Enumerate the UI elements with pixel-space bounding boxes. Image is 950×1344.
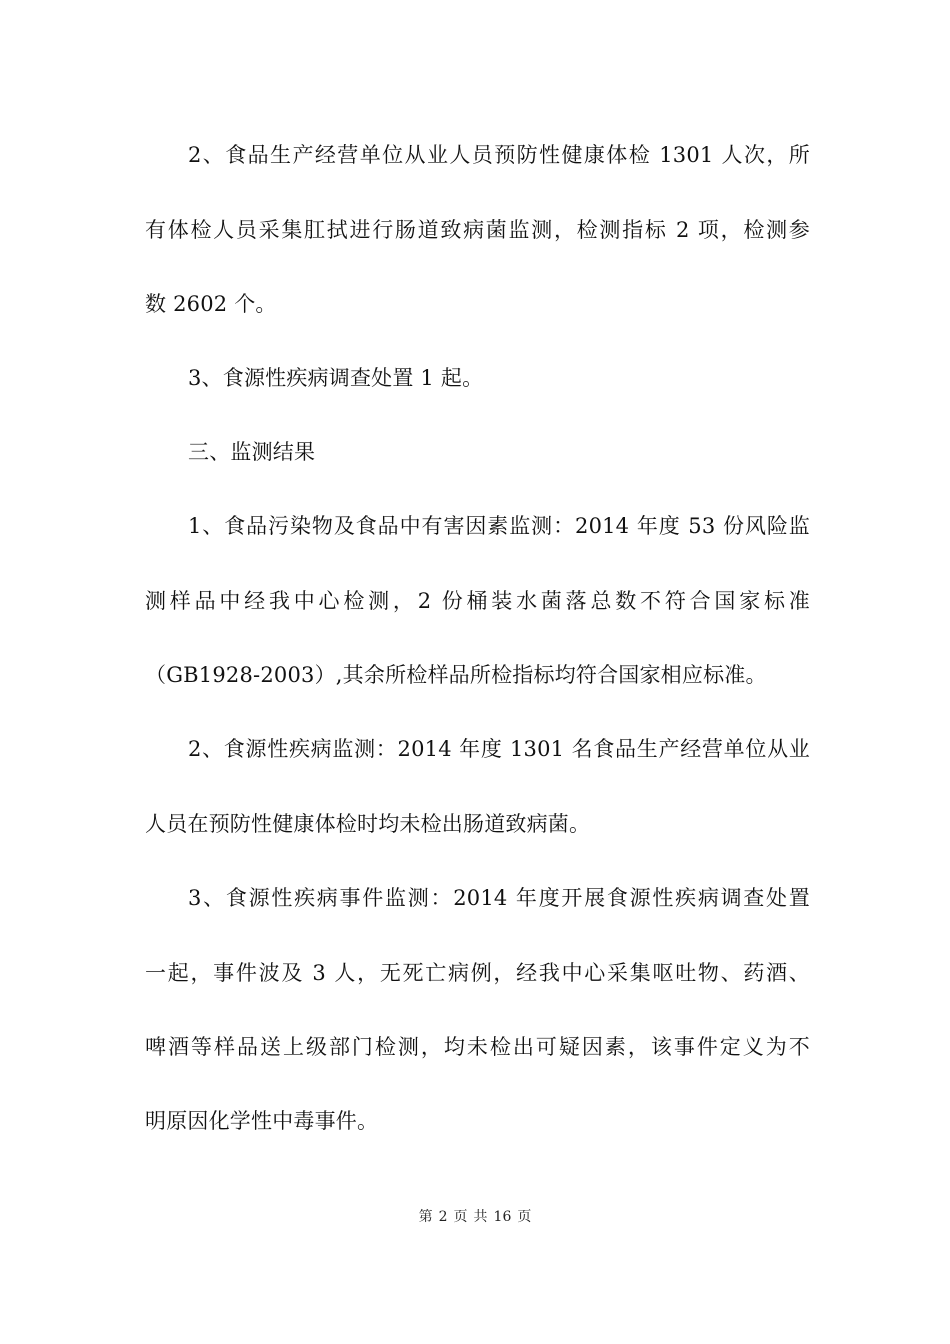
paragraph-line: 2、食品生产经营单位从业人员预防性健康体检 1301 人次，所 <box>188 143 810 167</box>
footer-total-word: 共 <box>473 1209 488 1225</box>
paragraph-line: 1、食品污染物及食品中有害因素监测：2014 年度 53 份风险监 <box>188 514 810 538</box>
paragraph-line: 人员在预防性健康体检时均未检出肠道致病菌。 <box>145 812 591 836</box>
footer-current-page: 2 <box>438 1209 448 1225</box>
paragraph-line: （GB1928-2003）,其余所检样品所检指标均符合国家相应标准。 <box>145 663 767 687</box>
paragraph-line: 啤酒等样品送上级部门检测，均未检出可疑因素，该事件定义为不 <box>145 1035 810 1059</box>
page-footer <box>0 1207 950 1227</box>
paragraph-line: 2、食源性疾病监测：2014 年度 1301 名食品生产经营单位从业 <box>188 737 810 761</box>
paragraph-line: 3、食源性疾病调查处置 1 起。 <box>188 366 484 390</box>
footer-total-pages: 16 <box>493 1209 512 1225</box>
paragraph-line: 有体检人员采集肛拭进行肠道致病菌监测，检测指标 2 项，检测参 <box>145 218 810 242</box>
paragraph-line: 一起，事件波及 3 人，无死亡病例，经我中心采集呕吐物、药酒、 <box>145 961 810 985</box>
footer-suffix: 页 <box>517 1209 532 1225</box>
paragraph-line: 测样品中经我中心检测，2 份桶装水菌落总数不符合国家标准 <box>145 589 810 613</box>
paragraph-line: 3、食源性疾病事件监测：2014 年度开展食源性疾病调查处置 <box>188 886 810 910</box>
paragraph-line: 明原因化学性中毒事件。 <box>145 1109 379 1133</box>
footer-page-word: 页 <box>453 1209 468 1225</box>
paragraph-line: 数 2602 个。 <box>145 292 277 316</box>
footer-prefix: 第 <box>418 1209 433 1225</box>
section-heading: 三、监测结果 <box>188 440 316 464</box>
